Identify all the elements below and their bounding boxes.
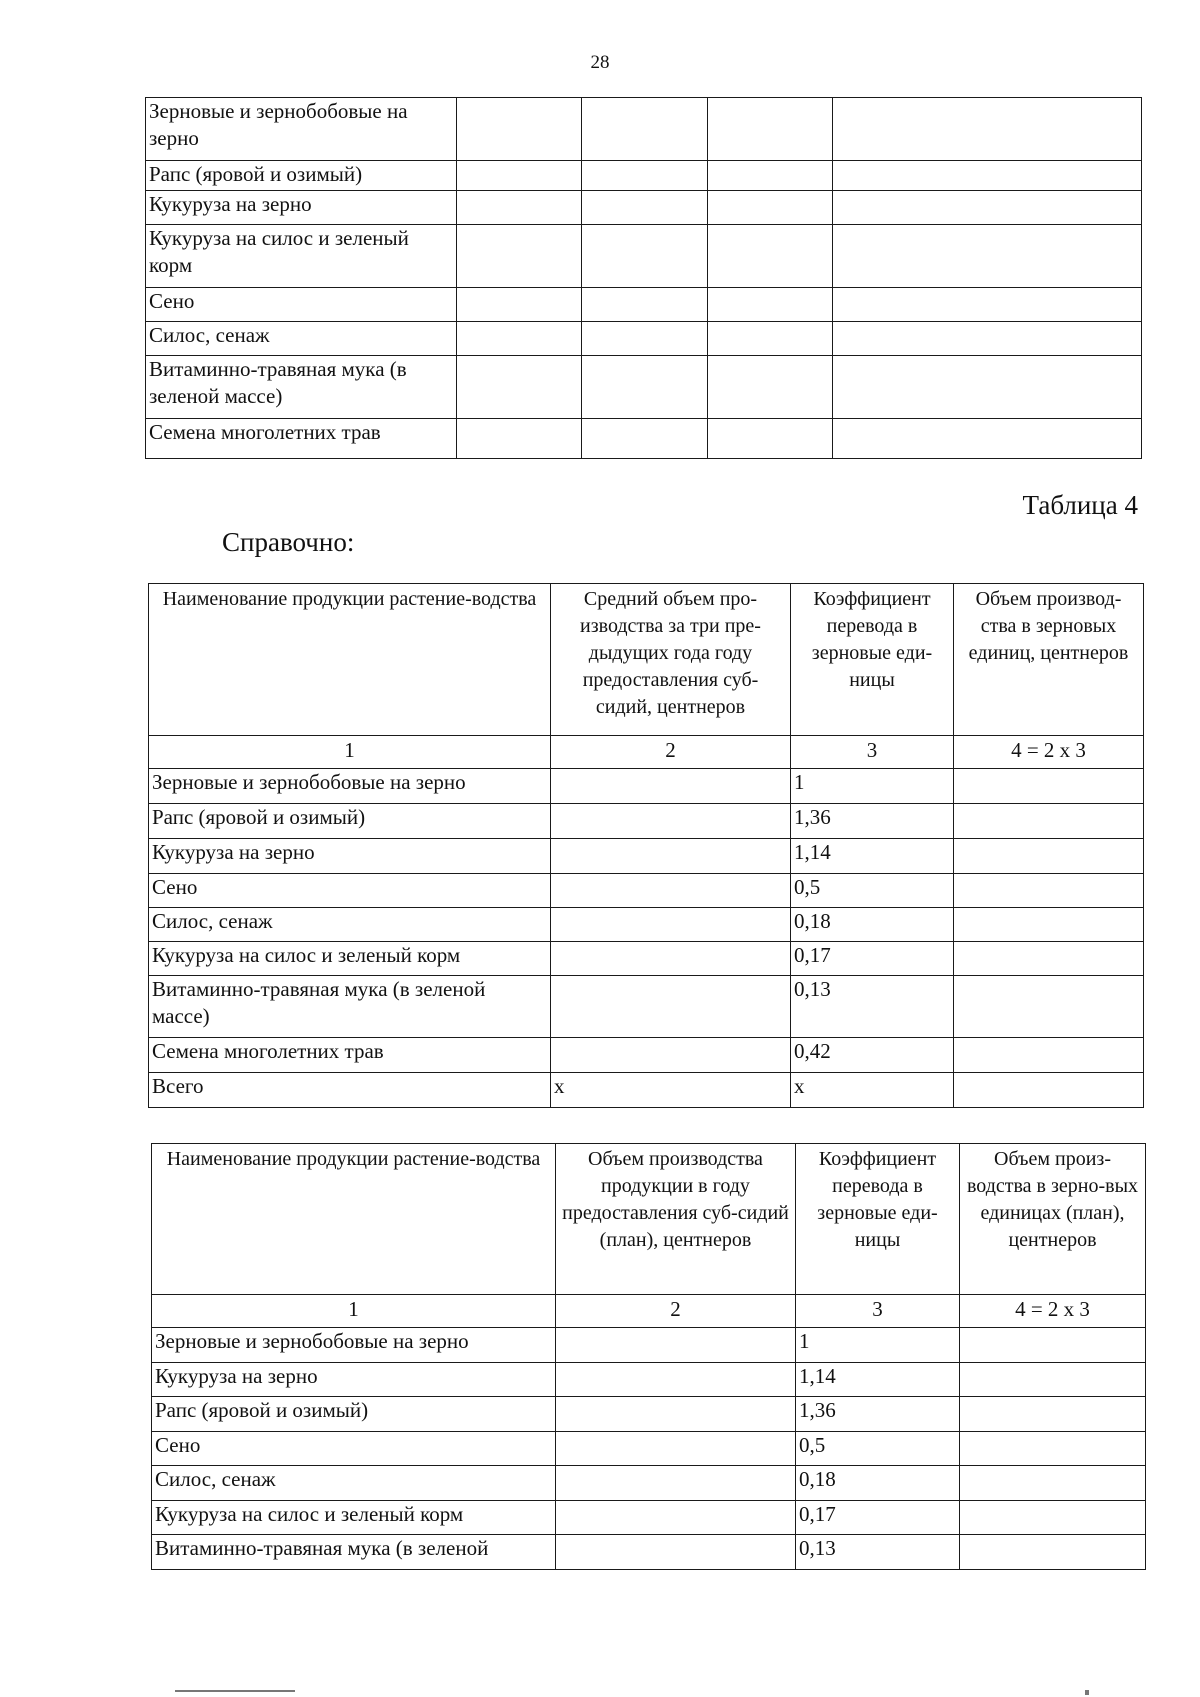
table-cell (457, 356, 582, 419)
table-cell (960, 1397, 1146, 1432)
coefficient-cell: 0,18 (796, 1466, 960, 1501)
table-cell (457, 225, 582, 288)
coefficient-cell: 1 (791, 769, 954, 804)
table-cell (708, 191, 833, 225)
table-cell (954, 976, 1144, 1038)
column-header: Коэффициент перевода в зерновые еди-ницы (796, 1144, 960, 1295)
table-cell (954, 1038, 1144, 1073)
table-cell (556, 1432, 796, 1466)
table-cell (708, 356, 833, 419)
row-label: Силос, сенаж (149, 908, 551, 942)
row-label: Кукуруза на зерно (152, 1363, 556, 1397)
column-number: 1 (152, 1295, 556, 1328)
coefficient-cell: х (791, 1073, 954, 1108)
table-cell (582, 161, 708, 191)
table-cell (582, 288, 708, 322)
coefficient-cell: 1,14 (796, 1363, 960, 1397)
row-label: Кукуруза на силос и зеленый корм (146, 225, 457, 288)
table-cell (551, 769, 791, 804)
table-cell (556, 1535, 796, 1570)
coefficient-cell: 0,17 (796, 1501, 960, 1535)
table-4-historical-volume (148, 583, 1144, 1108)
column-header: Объем произ-водства в зерно-вых единицах (план), центнеров (960, 1144, 1146, 1295)
row-label: Кукуруза на зерно (146, 191, 457, 225)
row-label: Сено (152, 1432, 556, 1466)
row-label: Кукуруза на зерно (149, 839, 551, 874)
column-number: 1 (149, 736, 551, 769)
table-cell (556, 1501, 796, 1535)
table-cell (457, 161, 582, 191)
table-cell (954, 942, 1144, 976)
table-cell: х (551, 1073, 791, 1108)
table-cell (833, 191, 1142, 225)
table-cell (954, 769, 1144, 804)
table-cell (551, 908, 791, 942)
table-cell (708, 98, 833, 161)
table-cell (582, 419, 708, 459)
reference-label: Справочно: (222, 527, 355, 557)
row-label: Силос, сенаж (152, 1466, 556, 1501)
table-cell (457, 322, 582, 356)
column-number: 4 = 2 x 3 (954, 736, 1144, 769)
table-cell (833, 98, 1142, 161)
scan-artifact (175, 1690, 295, 1692)
table-cell (551, 874, 791, 908)
coefficient-cell: 1,14 (791, 839, 954, 874)
table-cell (551, 839, 791, 874)
table-cell (960, 1501, 1146, 1535)
coefficient-cell: 0,5 (791, 874, 954, 908)
table-cell (551, 1038, 791, 1073)
table-cell (582, 225, 708, 288)
column-header: Объем производства продукции в году предоставления суб-сидий (план), центнеров (556, 1144, 796, 1295)
row-label: Зерновые и зернобобовые на зерно (146, 98, 457, 161)
row-label: Рапс (яровой и озимый) (149, 804, 551, 839)
table-cell (960, 1363, 1146, 1397)
table-cell (708, 322, 833, 356)
table-cell (960, 1328, 1146, 1363)
table-cell (556, 1466, 796, 1501)
table-cell (833, 161, 1142, 191)
row-label: Витаминно-травяная мука (в зеленой массе) (149, 976, 551, 1038)
row-label: Рапс (яровой и озимый) (146, 161, 457, 191)
table-cell (960, 1432, 1146, 1466)
table-cell (954, 874, 1144, 908)
continued-crop-table (145, 97, 1142, 459)
column-number: 3 (791, 736, 954, 769)
table-cell (556, 1328, 796, 1363)
coefficient-cell: 0,42 (791, 1038, 954, 1073)
total-row-label: Всего (149, 1073, 551, 1108)
table-cell (708, 161, 833, 191)
table-cell (551, 976, 791, 1038)
table-cell (954, 839, 1144, 874)
table-cell (457, 98, 582, 161)
column-number: 2 (556, 1295, 796, 1328)
scan-artifact (1085, 1690, 1089, 1695)
coefficient-cell: 0,13 (796, 1535, 960, 1570)
table-cell (954, 804, 1144, 839)
coefficient-cell: 0,17 (791, 942, 954, 976)
column-header: Коэффициент перевода в зерновые еди-ницы (791, 584, 954, 736)
table-caption: Таблица 4 (1022, 490, 1138, 520)
table-cell (582, 322, 708, 356)
table-cell (457, 419, 582, 459)
coefficient-cell: 1,36 (791, 804, 954, 839)
table-cell (833, 288, 1142, 322)
table-cell (960, 1535, 1146, 1570)
row-label: Рапс (яровой и озимый) (152, 1397, 556, 1432)
column-header: Средний объем про-изводства за три пре-дыдущих года году предоставления суб-сидий, центнеров (551, 584, 791, 736)
table-cell (833, 419, 1142, 459)
table-cell (708, 225, 833, 288)
coefficient-cell: 0,13 (791, 976, 954, 1038)
column-number: 2 (551, 736, 791, 769)
table-cell (960, 1466, 1146, 1501)
coefficient-cell: 0,18 (791, 908, 954, 942)
row-label: Силос, сенаж (146, 322, 457, 356)
column-number: 4 = 2 x 3 (960, 1295, 1146, 1328)
table-cell (551, 942, 791, 976)
column-header: Наименование продукции растение-водства (152, 1144, 556, 1295)
table-cell (833, 322, 1142, 356)
row-label: Витаминно-травяная мука (в зеленой массе) (146, 356, 457, 419)
table-cell (833, 356, 1142, 419)
row-label: Семена многолетних трав (146, 419, 457, 459)
column-header: Объем производ-ства в зерновых единиц, центнеров (954, 584, 1144, 736)
table-cell (954, 908, 1144, 942)
table-cell (582, 191, 708, 225)
table-cell (582, 356, 708, 419)
row-label: Кукуруза на силос и зеленый корм (149, 942, 551, 976)
table-cell (582, 98, 708, 161)
coefficient-cell: 1 (796, 1328, 960, 1363)
table-cell (457, 191, 582, 225)
coefficient-cell: 1,36 (796, 1397, 960, 1432)
table-cell (708, 288, 833, 322)
row-label: Зерновые и зернобобовые на зерно (152, 1328, 556, 1363)
row-label: Зерновые и зернобобовые на зерно (149, 769, 551, 804)
column-header: Наименование продукции растение-водства (149, 584, 551, 736)
row-label: Сено (149, 874, 551, 908)
row-label: Витаминно-травяная мука (в зеленой (152, 1535, 556, 1570)
page-number: 28 (590, 52, 610, 73)
row-label: Кукуруза на силос и зеленый корм (152, 1501, 556, 1535)
row-label: Сено (146, 288, 457, 322)
table-cell (556, 1397, 796, 1432)
table-cell (708, 419, 833, 459)
table-cell (833, 225, 1142, 288)
coefficient-cell: 0,5 (796, 1432, 960, 1466)
table-cell (954, 1073, 1144, 1108)
table-cell (457, 288, 582, 322)
table-cell (556, 1363, 796, 1397)
column-number: 3 (796, 1295, 960, 1328)
table-planned-volume (151, 1143, 1146, 1570)
table-cell (551, 804, 791, 839)
row-label: Семена многолетних трав (149, 1038, 551, 1073)
